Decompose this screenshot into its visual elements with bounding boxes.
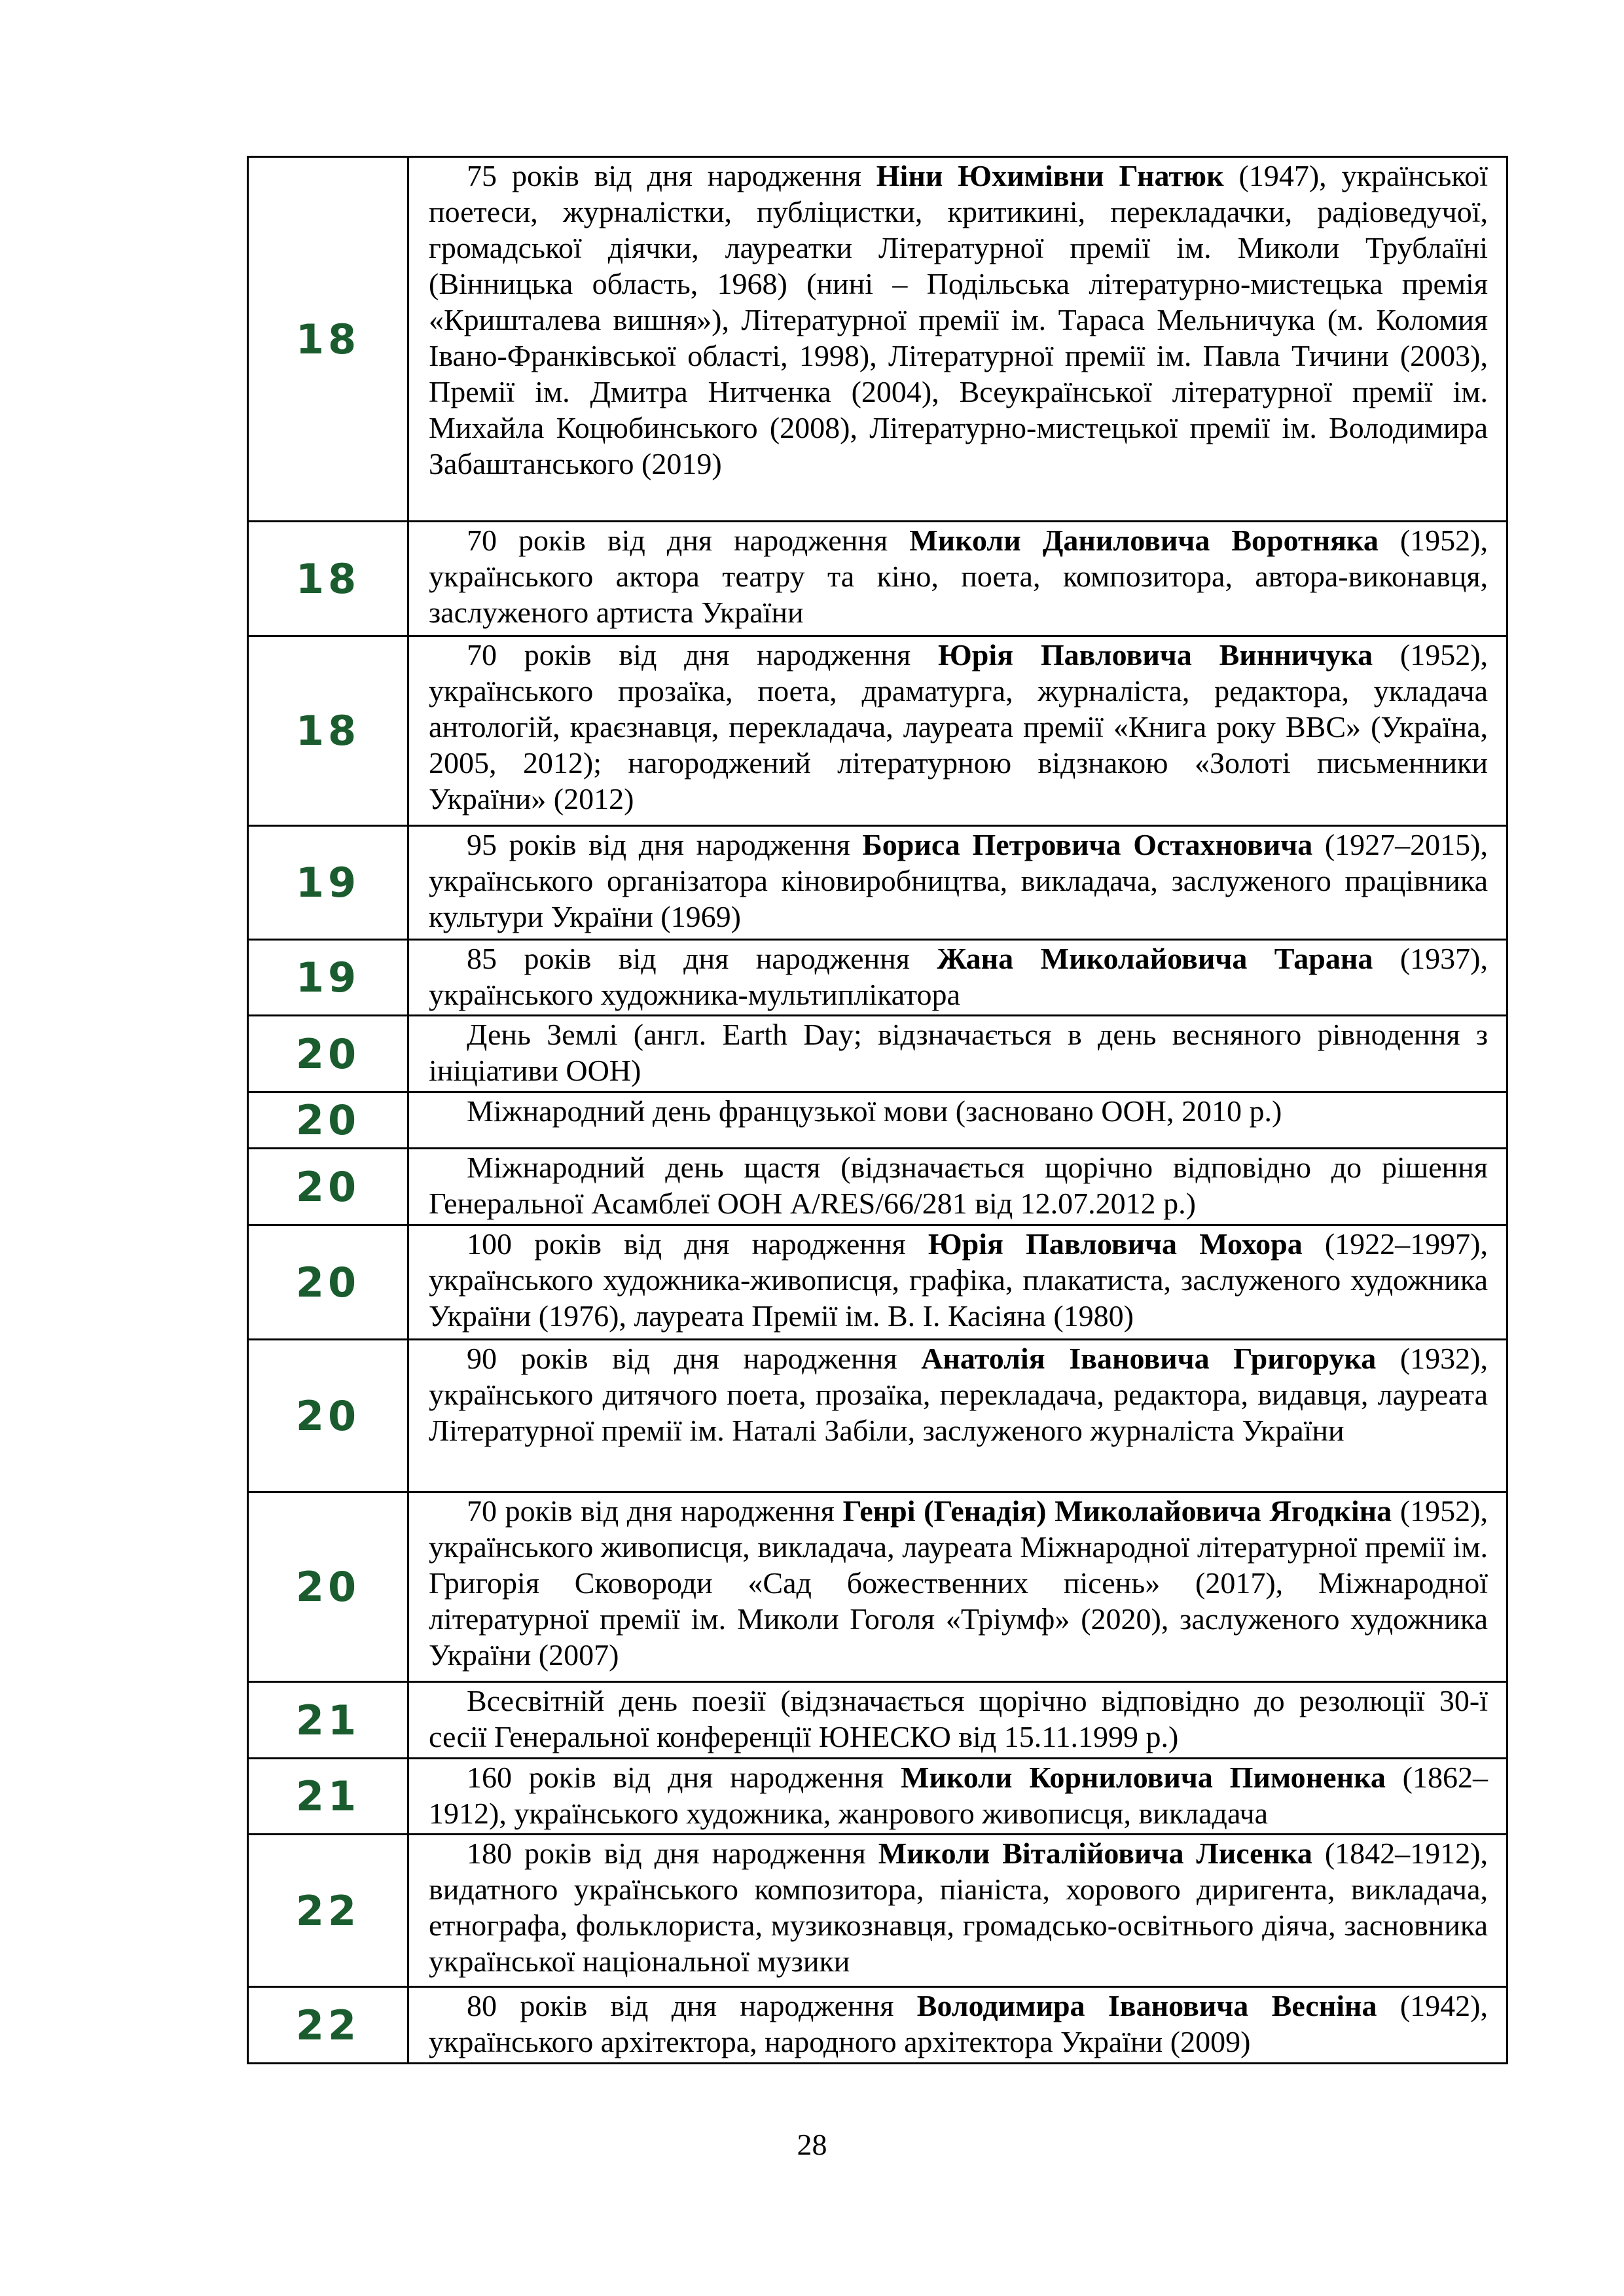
event-description <box>408 1340 1507 1492</box>
person-name: Генрі (Генадія) Миколайовича Ягодкіна <box>842 1494 1392 1528</box>
day-number: 20 <box>248 1149 408 1225</box>
event-text: 70 років від дня народження <box>467 638 939 672</box>
day-number: 20 <box>248 1092 408 1149</box>
event-description <box>408 1987 1507 2064</box>
event-row <box>248 826 1507 940</box>
event-text: Всесвітній день поезії (відзначається щорічно відповідно до резолюції 30-ї сесії Генеральної конференції ЮНЕСКО від 15.11.1999 р.) <box>429 1684 1488 1753</box>
person-name: Юрія Павловича Мохора <box>928 1227 1303 1261</box>
event-row <box>248 157 1507 522</box>
person-name: Бориса Петровича Остахновича <box>862 828 1313 861</box>
event-details: (1862–1912), українського художника, жанрового живописця, викладача <box>429 1761 1488 1830</box>
event-description <box>408 1149 1507 1225</box>
event-details: (1937), українського художника-мультиплікатора <box>429 942 1489 1011</box>
event-description <box>408 522 1507 636</box>
event-text: Міжнародний день щастя (відзначається щорічно відповідно до рішення Генеральної Асамблеї ООН A/RES/66/281 від 12.07.2012 р.) <box>429 1151 1488 1220</box>
event-details: (1932), українського дитячого поета, прозаїка, перекладача, редактора, видавця, лауреата Літературної премії ім. Наталі Забіли, заслуженого журналіста України <box>429 1342 1489 1447</box>
event-text: 70 років від дня народження <box>467 1494 843 1528</box>
event-row <box>248 1682 1507 1759</box>
event-row <box>248 940 1507 1016</box>
day-number: 18 <box>248 157 408 522</box>
event-details: (1952), українського прозаїка, поета, драматурга, журналіста, редактора, укладача антологій, краєзнавця, перекладача, лауреата премії «Книга року ВВС» (Україна, 2005, 2012); нагороджений літературною відзнакою «Золоті письменники України» (2012) <box>429 638 1489 816</box>
events-table <box>247 156 1508 2064</box>
person-name: Юрія Павловича Винничука <box>938 638 1373 672</box>
person-name: Жана Миколайовича Тарана <box>937 942 1373 975</box>
event-description <box>408 636 1507 826</box>
event-text: 95 років від дня народження <box>467 828 863 861</box>
event-text: 100 років від дня народження <box>467 1227 928 1261</box>
event-text: День Землі (англ. Earth Day; відзначається в день весняного рівнодення з ініціативи ООН) <box>429 1018 1488 1087</box>
event-text: 90 років від дня народження <box>467 1342 922 1375</box>
event-description <box>408 1682 1507 1759</box>
day-number: 19 <box>248 940 408 1016</box>
event-description <box>408 1225 1507 1340</box>
event-details: (1842–1912), видатного українського композитора, піаніста, хорового диригента, викладача, етнографа, фольклориста, музикознавця, громадсько-освітнього діяча, засновника української національної музики <box>429 1837 1488 1978</box>
event-row <box>248 1340 1507 1492</box>
day-number: 20 <box>248 1340 408 1492</box>
event-description <box>408 826 1507 940</box>
event-description <box>408 1759 1507 1835</box>
event-description <box>408 157 1507 522</box>
person-name: Миколи Віталійовича Лисенка <box>878 1837 1312 1870</box>
day-number: 18 <box>248 636 408 826</box>
day-number: 22 <box>248 1987 408 2064</box>
event-row <box>248 1987 1507 2064</box>
event-row <box>248 1492 1507 1682</box>
event-description <box>408 940 1507 1016</box>
event-row <box>248 1759 1507 1835</box>
event-description <box>408 1835 1507 1987</box>
event-text: 85 років від дня народження <box>467 942 937 975</box>
page-number: 28 <box>797 2128 827 2161</box>
day-number: 18 <box>248 522 408 636</box>
day-number: 20 <box>248 1016 408 1092</box>
event-text: 70 років від дня народження <box>467 524 910 557</box>
event-row <box>248 1835 1507 1987</box>
event-row <box>248 1225 1507 1340</box>
event-description <box>408 1016 1507 1092</box>
event-details: (1942), українського архітектора, народного архітектора України (2009) <box>429 1989 1489 2058</box>
event-row <box>248 1092 1507 1149</box>
event-details: (1922–1997), українського художника-живописця, графіка, плакатиста, заслуженого художника України (1976), лауреата Премії ім. В. І. Касіяна (1980) <box>429 1227 1489 1333</box>
event-text: 80 років від дня народження <box>467 1989 917 2022</box>
person-name: Миколи Корниловича Пимоненка <box>900 1761 1386 1794</box>
event-text: Міжнародний день французької мови (засновано ООН, 2010 р.) <box>467 1094 1282 1128</box>
person-name: Володимира Івановича Весніна <box>916 1989 1377 2022</box>
event-text: 160 років від дня народження <box>467 1761 901 1794</box>
event-row <box>248 636 1507 826</box>
event-details: (1947), української поетеси, журналістки, публіцистки, критикині, перекладачки, радіоведучої, громадської діячки, лауреатки Літературної премії ім. Миколи Трублаїні (Вінницька область, 1968) (нині – Подільська літературно-мистецька премія «Кришталева вишня»), Літературної премії ім. Тараса Мельничука (м. Коломия Івано-Франківської області, 1998), Літературної премії ім. Павла Тичини (2003), Премії ім. Дмитра Нитченка (2004), Всеукраїнської літературної премії ім. Михайла Коцюбинського (2008), Літературно-мистецької премії ім. Володимира Забаштанського (2019) <box>429 159 1488 480</box>
person-name: Анатолія Івановича Григорука <box>921 1342 1377 1375</box>
event-details: (1952), українського живописця, викладача, лауреата Міжнародної літературної премії ім. Григорія Сковороди «Сад божественних пісень» (2017), Міжнародної літературної премії ім. Миколи Гоголя «Тріумф» (2020), заслуженого художника України (2007) <box>429 1494 1488 1672</box>
person-name: Ніни Юхимівни Гнатюк <box>876 159 1224 192</box>
event-details: (1952), українського актора театру та кіно, поета, композитора, автора-виконавця, заслуженого артиста України <box>429 524 1488 629</box>
day-number: 21 <box>248 1759 408 1835</box>
event-row <box>248 522 1507 636</box>
day-number: 20 <box>248 1492 408 1682</box>
event-details: (1927–2015), українського організатора кіновиробництва, викладача, заслуженого працівника культури України (1969) <box>429 828 1488 933</box>
event-row <box>248 1149 1507 1225</box>
event-description <box>408 1492 1507 1682</box>
day-number: 21 <box>248 1682 408 1759</box>
day-number: 22 <box>248 1835 408 1987</box>
event-text: 180 років від дня народження <box>467 1837 878 1870</box>
event-row <box>248 1016 1507 1092</box>
person-name: Миколи Даниловича Воротняка <box>909 524 1379 557</box>
day-number: 20 <box>248 1225 408 1340</box>
event-description <box>408 1092 1507 1149</box>
events-table-body <box>248 157 1507 2064</box>
day-number: 19 <box>248 826 408 940</box>
event-text: 75 років від дня народження <box>467 159 876 192</box>
